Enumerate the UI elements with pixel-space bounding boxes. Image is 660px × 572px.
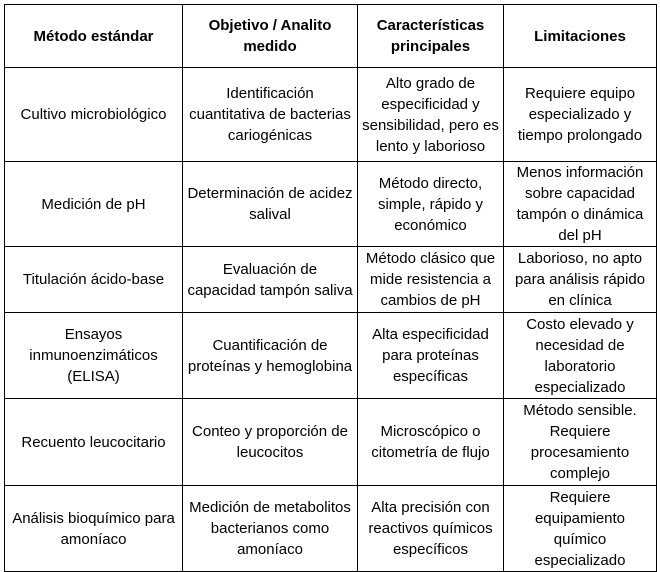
table-row: [5, 68, 657, 162]
header-caracteristicas: Características principales: [358, 5, 504, 68]
cell-objetivo: Evaluación de capacidad tampón saliva: [183, 247, 358, 313]
cell-limitaciones: Método sensible. Requiere procesamiento complejo: [504, 399, 657, 486]
table-row: [5, 247, 657, 313]
cell-limitaciones: Laborioso, no apto para análisis rápido en clínica: [504, 247, 657, 313]
cell-caracteristicas: Alta precisión con reactivos químicos específicos: [358, 486, 504, 572]
cell-caracteristicas: Alto grado de especificidad y sensibilidad, pero es lento y laborioso: [358, 68, 504, 162]
cell-objetivo: Identificación cuantitativa de bacterias cariogénicas: [183, 68, 358, 162]
table-row: [5, 162, 657, 247]
cell-metodo: Titulación ácido-base: [5, 247, 183, 313]
header-objetivo: Objetivo / Analito medido: [183, 5, 358, 68]
cell-limitaciones: Menos información sobre capacidad tampón o dinámica del pH: [504, 162, 657, 247]
cell-caracteristicas: Alta especificidad para proteínas específicas: [358, 313, 504, 399]
cell-metodo: Análisis bioquímico para amoníaco: [5, 486, 183, 572]
cell-metodo: Recuento leucocitario: [5, 399, 183, 486]
cell-metodo: Cultivo microbiológico: [5, 68, 183, 162]
table-row: [5, 313, 657, 399]
table-header-row: [5, 5, 657, 68]
table-row: [5, 399, 657, 486]
table-row: [5, 486, 657, 572]
cell-caracteristicas: Método directo, simple, rápido y económico: [358, 162, 504, 247]
cell-objetivo: Cuantificación de proteínas y hemoglobina: [183, 313, 358, 399]
cell-objetivo: Conteo y proporción de leucocitos: [183, 399, 358, 486]
cell-limitaciones: Requiere equipamiento químico especializado: [504, 486, 657, 572]
cell-objetivo: Determinación de acidez salival: [183, 162, 358, 247]
header-limitaciones: Limitaciones: [504, 5, 657, 68]
cell-metodo: Medición de pH: [5, 162, 183, 247]
cell-metodo: Ensayos inmunoenzimáticos (ELISA): [5, 313, 183, 399]
header-metodo: Método estándar: [5, 5, 183, 68]
cell-objetivo: Medición de metabolitos bacterianos como amoníaco: [183, 486, 358, 572]
cell-limitaciones: Costo elevado y necesidad de laboratorio especializado: [504, 313, 657, 399]
cell-caracteristicas: Método clásico que mide resistencia a cambios de pH: [358, 247, 504, 313]
cell-caracteristicas: Microscópico o citometría de flujo: [358, 399, 504, 486]
cell-limitaciones: Requiere equipo especializado y tiempo prolongado: [504, 68, 657, 162]
methods-table: [4, 4, 657, 572]
